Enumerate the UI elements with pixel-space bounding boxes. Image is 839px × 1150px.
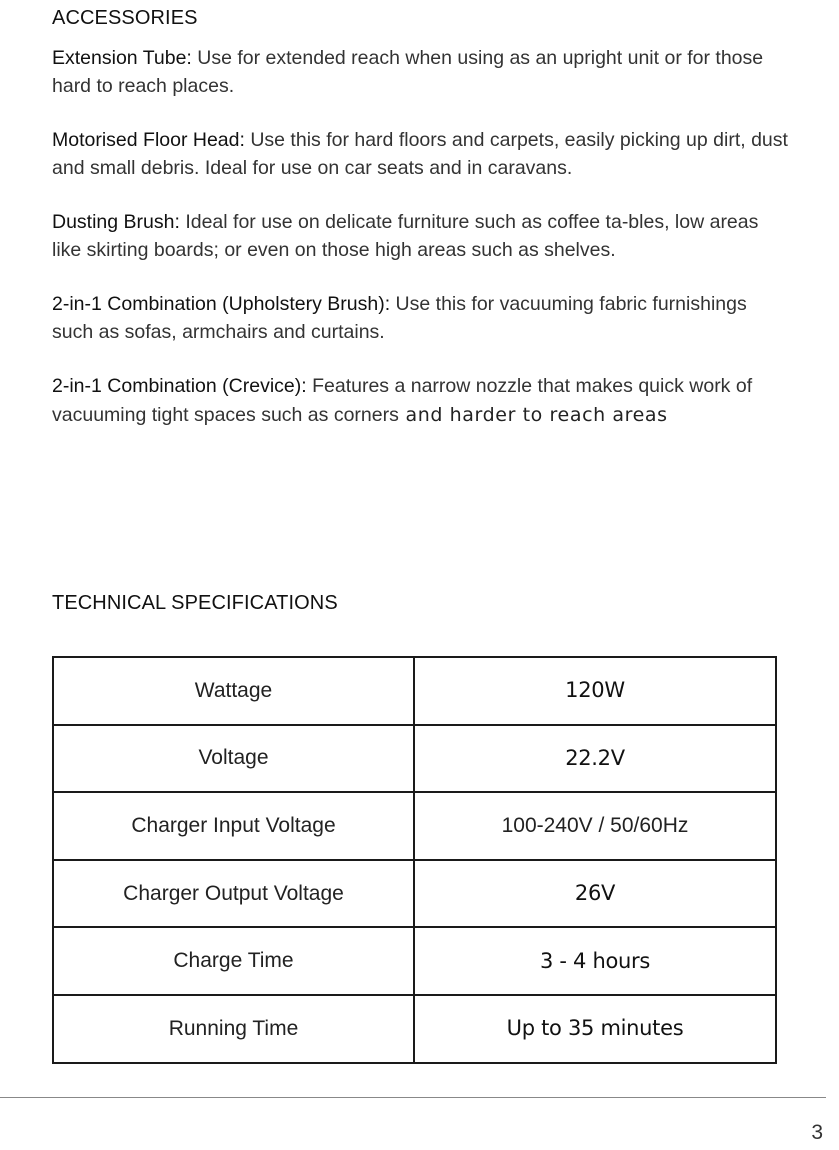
accessory-description: Use this for vacuuming fabric furnishings such as sofas, armchairs and curtains. [52, 293, 747, 343]
spec-value-text: 22.2V [565, 745, 625, 770]
table-row [53, 725, 776, 793]
accessory-term: Dusting Brush: [52, 211, 180, 233]
accessory-term: 2-in-1 Combination (Crevice): [52, 375, 307, 397]
table-row [53, 657, 776, 725]
page-number: 3 [811, 1121, 823, 1144]
spec-value-text: 3 - 4 hours [539, 948, 651, 973]
accessory-term: Motorised Floor Head: [52, 129, 245, 151]
spec-label: Charge Time [53, 927, 414, 995]
accessory-crevice-tool [52, 372, 792, 430]
accessory-extension-tube [52, 44, 792, 100]
accessories-list [52, 44, 792, 456]
spec-value-text: 100-240V / 50/60Hz [501, 813, 689, 837]
technical-specifications-heading: TECHNICAL SPECIFICATIONS [52, 592, 338, 614]
spec-label: Voltage [53, 725, 414, 793]
accessory-term: Extension Tube: [52, 47, 192, 69]
spec-label: Wattage [53, 657, 414, 725]
spec-value [414, 657, 776, 725]
table-row [53, 860, 776, 928]
spec-value [414, 995, 776, 1063]
footer-divider [0, 1097, 826, 1098]
spec-value-text: 26V [574, 881, 616, 906]
accessory-term: 2-in-1 Combination (Upholstery Brush): [52, 293, 391, 315]
table-row [53, 792, 776, 860]
accessory-description: Use for extended reach when using as an upright unit or for those hard to reach places. [52, 47, 764, 97]
spec-label: Charger Input Voltage [53, 792, 414, 860]
spec-value-text: Up to 35 minutes [506, 1016, 684, 1041]
spec-label: Running Time [53, 995, 414, 1063]
specifications-table [52, 656, 777, 1064]
spec-value [414, 860, 776, 928]
spec-value [414, 792, 776, 860]
spec-value-text: 120W [565, 678, 625, 703]
accessory-dusting-brush [52, 208, 792, 264]
accessory-upholstery-brush [52, 290, 792, 346]
accessories-heading: ACCESSORIES [52, 7, 198, 29]
accessory-description: Ideal for use on delicate furniture such as coffee ta-bles, low areas like skirting boards; or even on those high areas such as shelves. [52, 211, 759, 261]
table-row [53, 995, 776, 1063]
accessory-description-continued: and harder to reach areas [398, 404, 668, 426]
accessory-description: Use this for hard floors and carpets, easily picking up dirt, dust and small debris. Ideal for use on car seats and in caravans. [52, 129, 788, 179]
accessory-description: Features a narrow nozzle that makes quick work of vacuuming tight spaces such as corners [52, 375, 753, 426]
table-row [53, 927, 776, 995]
spec-value [414, 725, 776, 793]
spec-label: Charger Output Voltage [53, 860, 414, 928]
spec-value [414, 927, 776, 995]
accessory-motorised-floor-head [52, 126, 792, 182]
